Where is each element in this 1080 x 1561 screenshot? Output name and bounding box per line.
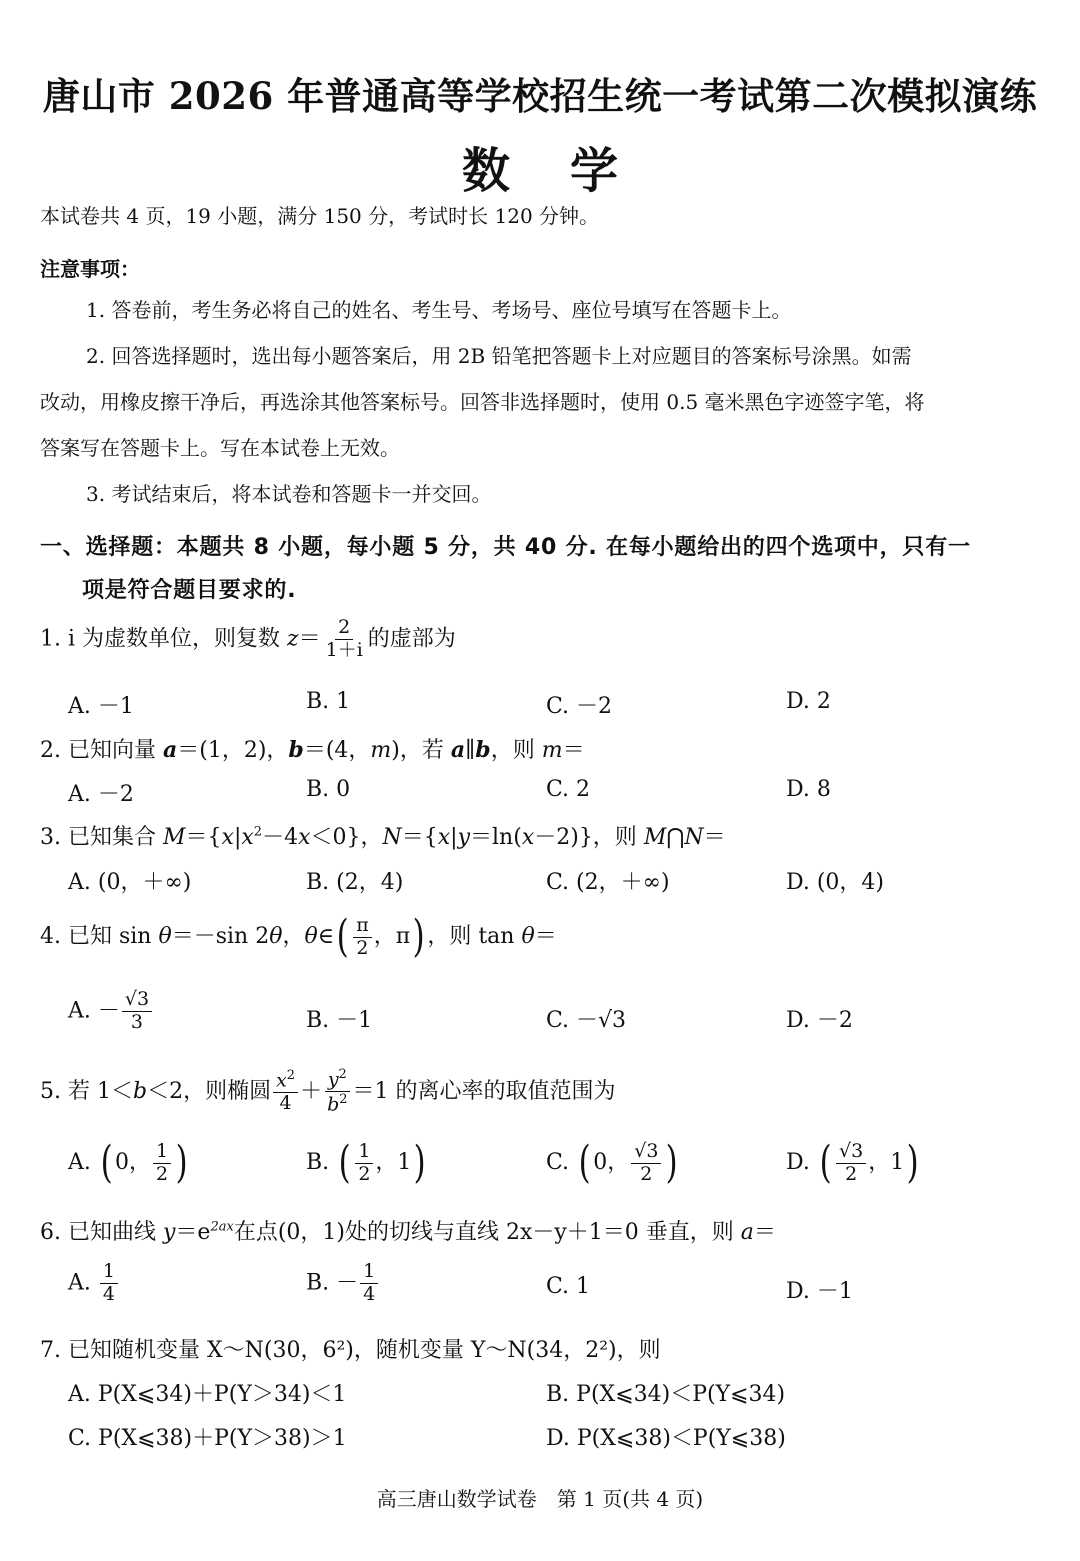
q6-option-c: C. 1 xyxy=(546,1274,591,1299)
question-6-stem: 6. 已知曲线 $y=e^{2ax}$在点(0，1)处的切线与直线 2x－y＋1＝0 垂直，则 a＝ xyxy=(40,1219,776,1245)
fraction: $\frac{2}{1+i}$ xyxy=(325,616,363,661)
q2-option-d: D. 8 xyxy=(786,777,831,802)
exam-title: 唐山市 2026 年普通高等学校招生统一考试第二次模拟演练 xyxy=(42,74,1038,118)
q7-option-c: C. P(X⩽38)＋P(Y＞38)＞1 xyxy=(68,1426,347,1451)
q5-option-c: C. ( 0， $\frac{√3}{2}$ ) xyxy=(546,1137,679,1188)
q3-option-c: C. (2，＋∞) xyxy=(546,870,670,895)
question-3-stem: 3. 已知集合 $M=\{x|x^2-4x<0\}$，N＝{x|y＝ln(x－2)}，则 M⋂N＝ xyxy=(40,824,726,850)
q6-option-a: A. $\frac{1}{4}$ xyxy=(68,1262,120,1305)
q1-option-a: A. －1 xyxy=(68,694,134,719)
q4-option-d: D. －2 xyxy=(786,1008,853,1033)
notes-heading: 注意事项： xyxy=(40,257,140,281)
question-2-stem: 2. 已知向量 a＝(1，2)，b＝(4，m)，若 a∥b，则 m＝ xyxy=(40,737,585,763)
q6-option-d: D. －1 xyxy=(786,1279,853,1304)
q3-option-b: B. (2，4) xyxy=(306,870,404,895)
subject-title: 数学 xyxy=(461,143,678,199)
note-item-2-line-1: 2. 回答选择题时，选出每小题答案后，用 2B 铅笔把答题卡上对应题目的答案标号涂黑。如需 xyxy=(86,344,912,368)
q5-option-b: B. ( $\frac{1}{2}$ ，1) xyxy=(306,1137,427,1188)
question-4-stem: 4. 已知 sin θ＝－sin 2θ，θ∈( $\frac{\pi}{2}$ ，π) ，则 tan θ＝ xyxy=(40,911,557,962)
question-5-stem: 5. 若 1＜b＜2，则椭圆 $\frac{x^2}{4}$ ＋ $\frac{y^2}{b^2}$ ＝1 的离心率的取值范围为 xyxy=(40,1067,616,1116)
q7-option-b: B. P(X⩽34)＜P(Y⩽34) xyxy=(546,1382,786,1407)
q1-option-c: C. －2 xyxy=(546,694,613,719)
note-item-2-line-3: 答案写在答题卡上。写在本试卷上无效。 xyxy=(40,436,400,460)
q7-option-a: A. P(X⩽34)＋P(Y＞34)＜1 xyxy=(68,1382,347,1407)
q2-option-c: C. 2 xyxy=(546,777,591,802)
question-1-stem: 1. i 为虚数单位，则复数 z＝ $\frac{2}{1+i}$ 的虚部为 xyxy=(40,616,456,661)
section-heading-line-2: 项是符合题目要求的. xyxy=(82,578,297,603)
q3-option-a: A. (0，＋∞) xyxy=(68,870,192,895)
intro-text: 本试卷共 4 页，19 小题，满分 150 分，考试时长 120 分钟。 xyxy=(40,204,600,228)
note-item-1: 1. 答卷前，考生务必将自己的姓名、考生号、考场号、座位号填写在答题卡上。 xyxy=(86,298,792,322)
q3-option-d: D. (0，4) xyxy=(786,870,885,895)
q7-option-d: D. P(X⩽38)＜P(Y⩽38) xyxy=(546,1426,786,1451)
q1-option-d: D. 2 xyxy=(786,689,831,714)
q1-option-b: B. 1 xyxy=(306,689,351,714)
q5-option-a: A. ( 0， $\frac{1}{2}$ ) xyxy=(68,1137,188,1188)
q5-option-d: D. ( $\frac{√3}{2}$ ，1) xyxy=(786,1137,919,1188)
q4-option-a: A. － $\frac{√3}{3}$ xyxy=(68,990,154,1033)
question-7-stem: 7. 已知随机变量 X～N(30，6²)，随机变量 Y～N(34，2²)，则 xyxy=(40,1338,661,1363)
q4-option-c: C. －√3 xyxy=(546,1008,627,1033)
q2-option-a: A. －2 xyxy=(68,782,134,807)
note-item-2-line-2: 改动，用橡皮擦干净后，再选涂其他答案标号。回答非选择题时，使用 0.5 毫米黑色字迹签字笔，将 xyxy=(40,390,925,414)
q2-option-b: B. 0 xyxy=(306,777,351,802)
note-item-3: 3. 考试结束后，将本试卷和答题卡一并交回。 xyxy=(86,482,492,506)
q6-option-b: B. － $\frac{1}{4}$ xyxy=(306,1262,380,1305)
q4-option-b: B. －1 xyxy=(306,1008,373,1033)
page-footer: 高三唐山数学试卷 第 1 页(共 4 页) xyxy=(376,1487,704,1511)
section-heading-line-1: 一、选择题：本题共 8 小题，每小题 5 分，共 40 分. 在每小题给出的四个选项中，只有一 xyxy=(40,535,971,560)
